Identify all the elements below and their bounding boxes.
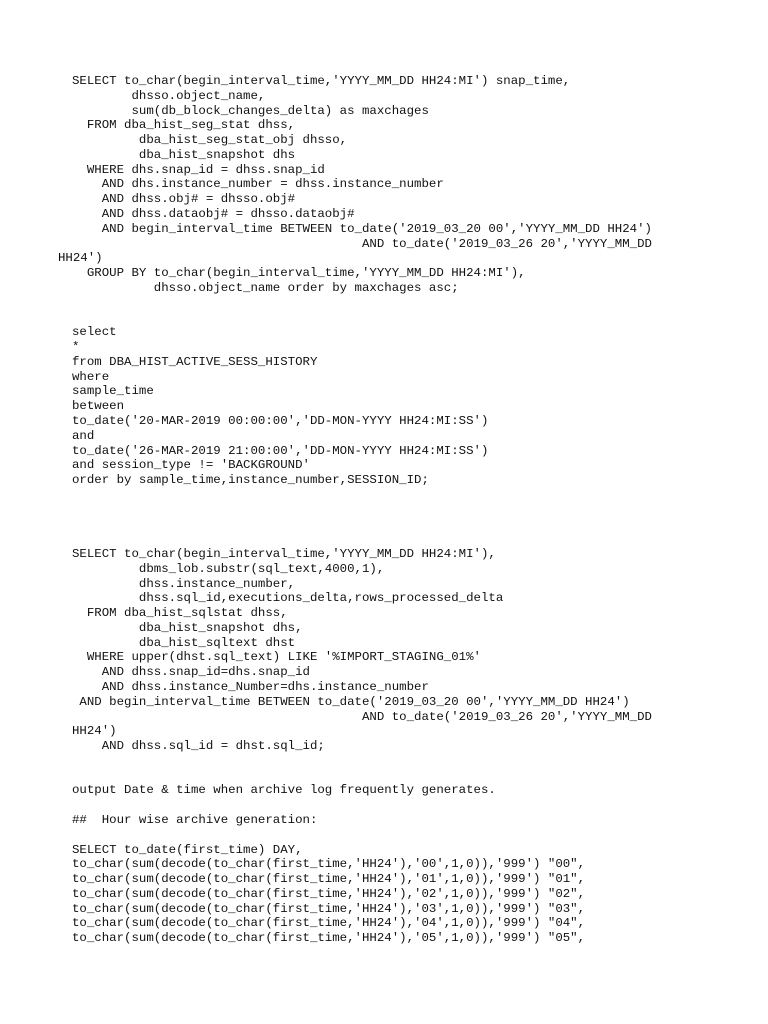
code-line: to_char(sum(decode(to_char(first_time,'HH24'),'02',1,0)),'999') "02",: [72, 886, 586, 901]
code-line: WHERE dhs.snap_id = dhss.snap_id: [72, 162, 325, 177]
code-line: to_char(sum(decode(to_char(first_time,'HH24'),'00',1,0)),'999') "00",: [72, 857, 586, 872]
code-line: AND begin_interval_time BETWEEN to_date('2019_03_20 00','YYYY_MM_DD HH24'): [72, 221, 652, 236]
code-line: FROM dba_hist_seg_stat dhss,: [72, 118, 296, 133]
code-line: dbms_lob.substr(sql_text,4000,1),: [72, 561, 385, 576]
code-line: AND dhss.sql_id = dhst.sql_id;: [72, 739, 325, 754]
code-line: dba_hist_seg_stat_obj dhsso,: [72, 133, 348, 148]
code-line: dba_hist_snapshot dhs,: [72, 620, 303, 635]
code-line: dhss.sql_id,executions_delta,rows_processed_delta: [72, 591, 504, 606]
code-line: sum(db_block_changes_delta) as maxchages: [72, 103, 429, 118]
code-line: AND begin_interval_time BETWEEN to_date('2019_03_20 00','YYYY_MM_DD HH24'): [72, 694, 630, 709]
code-line: and: [72, 428, 95, 443]
code-line: AND to_date('2019_03_26 20','YYYY_MM_DD: [72, 236, 652, 251]
code-line: from DBA_HIST_ACTIVE_SESS_HISTORY: [72, 354, 318, 369]
code-line: HH24'): [58, 251, 103, 266]
code-line: dhss.instance_number,: [72, 576, 296, 591]
code-line: output Date & time when archive log frequently generates.: [72, 783, 496, 798]
code-line: AND dhss.obj# = dhsso.obj#: [72, 192, 296, 207]
code-line: WHERE upper(dhst.sql_text) LIKE '%IMPORT_STAGING_01%': [72, 650, 481, 665]
code-line: to_date('20-MAR-2019 00:00:00','DD-MON-YYYY HH24:MI:SS'): [72, 413, 489, 428]
code-line: between: [72, 399, 125, 414]
code-line: AND dhs.instance_number = dhss.instance_number: [72, 177, 444, 192]
code-line: SELECT to_char(begin_interval_time,'YYYY_MM_DD HH24:MI'),: [72, 546, 496, 561]
code-line: AND dhss.dataobj# = dhsso.dataobj#: [72, 207, 355, 222]
code-line: dba_hist_snapshot dhs: [72, 147, 296, 162]
code-line: sample_time: [72, 384, 154, 399]
code-line: GROUP BY to_char(begin_interval_time,'YYYY_MM_DD HH24:MI'),: [72, 266, 526, 281]
code-line: dhsso.object_name,: [72, 88, 266, 103]
code-line: to_char(sum(decode(to_char(first_time,'HH24'),'01',1,0)),'999') "01",: [72, 872, 586, 887]
code-line: SELECT to_char(begin_interval_time,'YYYY_MM_DD HH24:MI') snap_time,: [72, 74, 571, 88]
code-line: SELECT to_date(first_time) DAY,: [72, 842, 303, 857]
code-line: dba_hist_sqltext dhst: [72, 635, 296, 650]
code-line: to_char(sum(decode(to_char(first_time,'HH24'),'03',1,0)),'999') "03",: [72, 901, 586, 916]
code-line: and session_type != 'BACKGROUND': [72, 458, 310, 473]
code-line: to_char(sum(decode(to_char(first_time,'HH24'),'05',1,0)),'999') "05",: [72, 931, 586, 946]
code-line: order by sample_time,instance_number,SESSION_ID;: [72, 473, 429, 488]
code-line: select: [72, 325, 117, 340]
code-line: dhsso.object_name order by maxchages asc;: [72, 280, 459, 295]
code-line: AND dhss.instance_Number=dhs.instance_number: [72, 679, 429, 694]
code-line: AND dhss.snap_id=dhs.snap_id: [72, 665, 310, 680]
code-line: *: [72, 340, 80, 355]
code-line: AND to_date('2019_03_26 20','YYYY_MM_DD: [72, 709, 652, 724]
code-line: to_date('26-MAR-2019 21:00:00','DD-MON-YYYY HH24:MI:SS'): [72, 443, 489, 458]
code-line: where: [72, 369, 110, 384]
code-line: FROM dba_hist_sqlstat dhss,: [72, 606, 288, 621]
code-line: HH24'): [72, 724, 117, 739]
code-line: ## Hour wise archive generation:: [72, 813, 318, 827]
code-line: to_char(sum(decode(to_char(first_time,'HH24'),'04',1,0)),'999') "04",: [72, 916, 586, 931]
